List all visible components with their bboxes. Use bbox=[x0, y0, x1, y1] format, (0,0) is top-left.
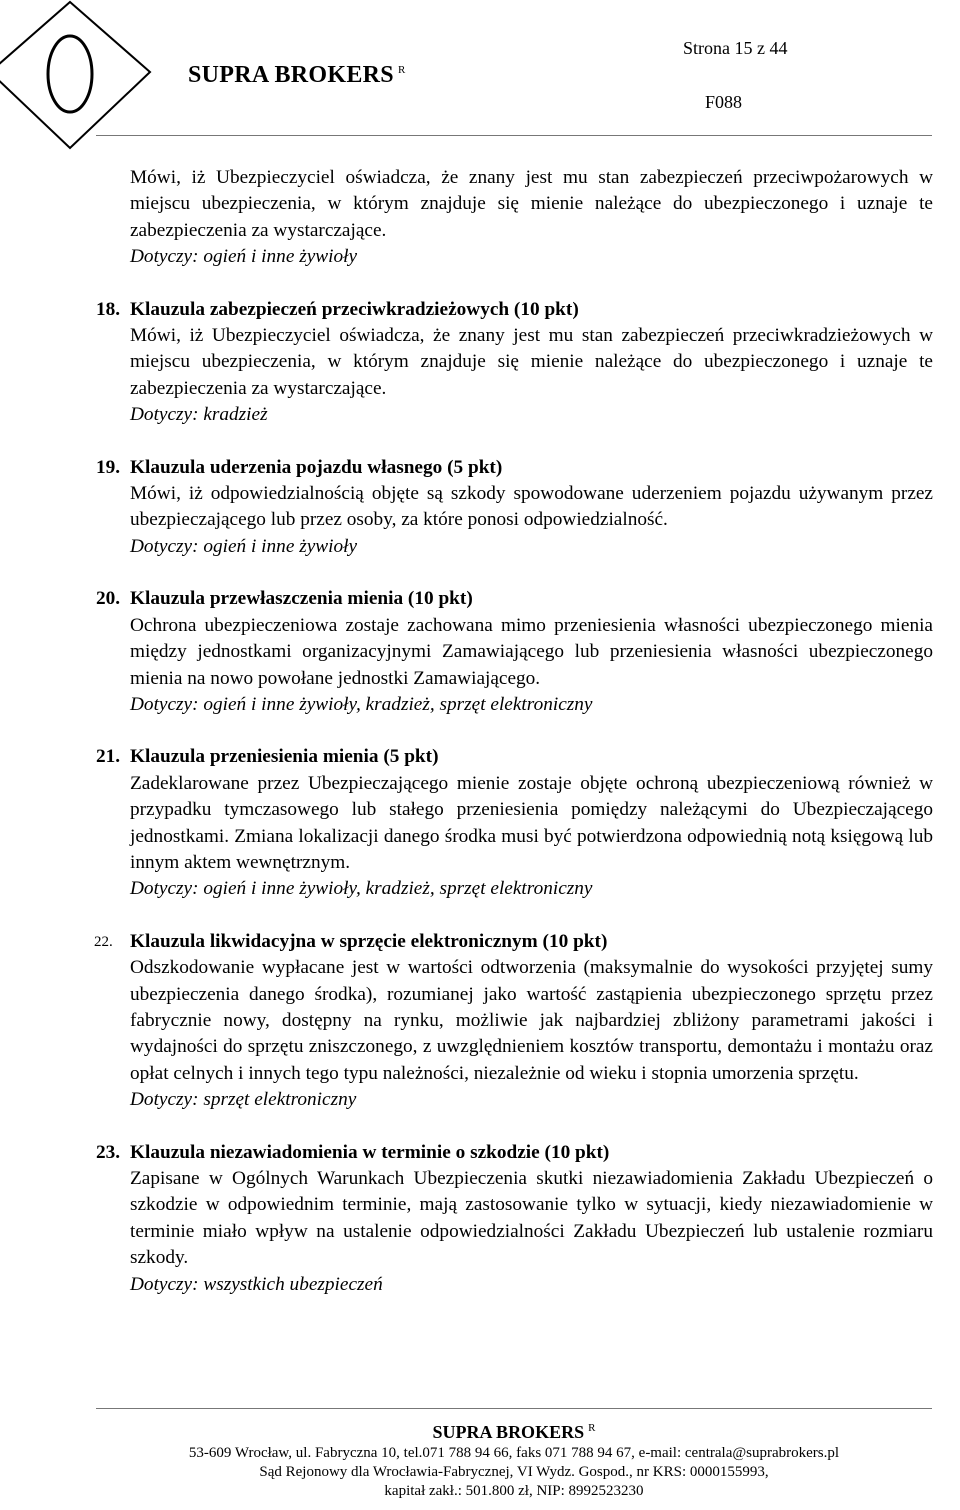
clause-title: Klauzula likwidacyjna w sprzęcie elektronicznym (10 pkt) bbox=[130, 930, 608, 952]
clause-body: Odszkodowanie wypłacane jest w wartości odtworzenia (maksymalnie do wysokości przyjętej sumy ubezpieczenia danego środka), rozumianej jako wartość zastąpienia ubezpieczonego sprzętu przez fabrycznie nowy, dostępny na rynku, możliwie jak najbardziej zbliżony parametrami jakości i wydajności do sprzętu zniszczonego, z uwzględnieniem kosztów transportu, demontażu i montażu oraz opłat celnych i innych tego typu należności, niezależnie od wieku i stopnia umorzenia sprzętu. bbox=[130, 957, 933, 1084]
header-brand: SUPRA BROKERS $^R$ bbox=[188, 62, 406, 88]
clause-22 bbox=[94, 929, 933, 1114]
clause-title: Klauzula niezawiadomienia w terminie o szkodzie (10 pkt) bbox=[130, 1141, 610, 1163]
page-footer bbox=[96, 1418, 932, 1501]
registered-mark: R bbox=[397, 64, 406, 76]
footer-address: 53-609 Wrocław, ul. Fabryczna 10, tel.071 788 94 66, faks 071 788 94 67, e-mail: centrala@suprabrokers.pl bbox=[188, 1445, 840, 1461]
clause-18 bbox=[96, 297, 933, 429]
footer-divider bbox=[96, 1408, 932, 1409]
clause-number: 18. bbox=[96, 298, 121, 320]
clause-21 bbox=[96, 744, 933, 902]
clause-scope: Dotyczy: sprzęt elektroniczny bbox=[130, 1089, 357, 1111]
form-code: F088 bbox=[705, 92, 743, 112]
clause-scope: Dotyczy: ogień i inne żywioły bbox=[130, 535, 358, 557]
footer-brand: SUPRA BROKERS $^R$ bbox=[432, 1422, 596, 1442]
clause-number: 22. bbox=[94, 933, 113, 950]
supra-brokers-logo bbox=[0, 0, 170, 150]
registered-mark: R bbox=[588, 1422, 596, 1434]
clause-body: Mówi, iż odpowiedzialnością objęte są szkody spowodowane uderzeniem pojazdu używanym przez ubezpieczającego lub przez osoby, za które ponosi odpowiedzialność. bbox=[130, 483, 933, 531]
intro-scope: Dotyczy: ogień i inne żywioły bbox=[130, 246, 358, 268]
clause-body: Zapisane w Ogólnych Warunkach Ubezpieczenia skutki niezawiadomienia Zakładu Ubezpieczeń o szkodzie w odpowiednim terminie, mają zastosowanie tylko w sytuacji, kiedy niezawiadomienie w terminie miało wpływ na ustalenie odpowiedzialności Zakładu Ubezpieczeń lub ustalenie rozmiaru szkody. bbox=[130, 1168, 933, 1269]
clause-title: Klauzula zabezpieczeń przeciwkradzieżowych (10 pkt) bbox=[130, 298, 579, 320]
clause-scope: Dotyczy: wszystkich ubezpieczeń bbox=[130, 1273, 383, 1295]
clause-body: Zadeklarowane przez Ubezpieczającego mienie zostaje objęte ochroną ubezpieczeniową również w przypadku tymczasowego lub stałego przeniesienia pomiędzy należącymi do Ubezpieczającego jednostkami. Zmiana lokalizacji danego środka musi być potwierdzona odpowiednią notą księgową lub innym aktem wewnętrznym. bbox=[130, 772, 933, 873]
intro-paragraph: Mówi, iż Ubezpieczyciel oświadcza, że znany jest mu stan zabezpieczeń przeciwpożarowych w miejscu ubezpieczenia, w którym znajduje się mienie należące do ubezpieczonego i uznaje te zabezpieczenia za wystarczające. bbox=[130, 167, 933, 241]
clause-number: 21. bbox=[96, 746, 121, 768]
clause-number: 23. bbox=[96, 1141, 121, 1163]
clause-title: Klauzula przewłaszczenia mienia (10 pkt) bbox=[130, 588, 473, 610]
clause-number: 20. bbox=[96, 588, 121, 610]
clause-body: Ochrona ubezpieczeniowa zostaje zachowana mimo przeniesienia własności ubezpieczonego mienia między jednostkami organizacyjnymi Zamawiającego lub przeniesienia własności ubezpieczonego mienia na nowo powołane jednostki Zamawiającego. bbox=[130, 614, 933, 689]
footer-capital: kapitał zakł.: 501.800 zł, NIP: 8992523230 bbox=[384, 1483, 644, 1499]
document-body bbox=[94, 165, 933, 1298]
clause-19 bbox=[96, 455, 933, 561]
footer-registry: Sąd Rejonowy dla Wrocławia-Fabrycznej, VI Wydz. Gospod., nr KRS: 0000155993, bbox=[259, 1464, 769, 1480]
clause-title: Klauzula przeniesienia mienia (5 pkt) bbox=[130, 746, 439, 768]
clause-body: Mówi, iż Ubezpieczyciel oświadcza, że znany jest mu stan zabezpieczeń przeciwkradzieżowych w miejscu ubezpieczenia, w którym znajduje się mienie należące do ubezpieczonego i uznaje te zabezpieczenia za wystarczające. bbox=[130, 325, 933, 399]
clause-20 bbox=[96, 586, 933, 718]
clause-23 bbox=[96, 1140, 933, 1298]
clause-scope: Dotyczy: kradzież bbox=[130, 404, 268, 426]
clause-scope: Dotyczy: ogień i inne żywioły, kradzież, sprzęt elektroniczny bbox=[130, 878, 593, 900]
page-number: Strona 15 z 44 bbox=[683, 38, 788, 58]
header-divider bbox=[96, 135, 932, 136]
clause-number: 19. bbox=[96, 456, 121, 478]
clause-title: Klauzula uderzenia pojazdu własnego (5 pkt) bbox=[130, 456, 503, 478]
clause-scope: Dotyczy: ogień i inne żywioły, kradzież, sprzęt elektroniczny bbox=[130, 693, 593, 715]
